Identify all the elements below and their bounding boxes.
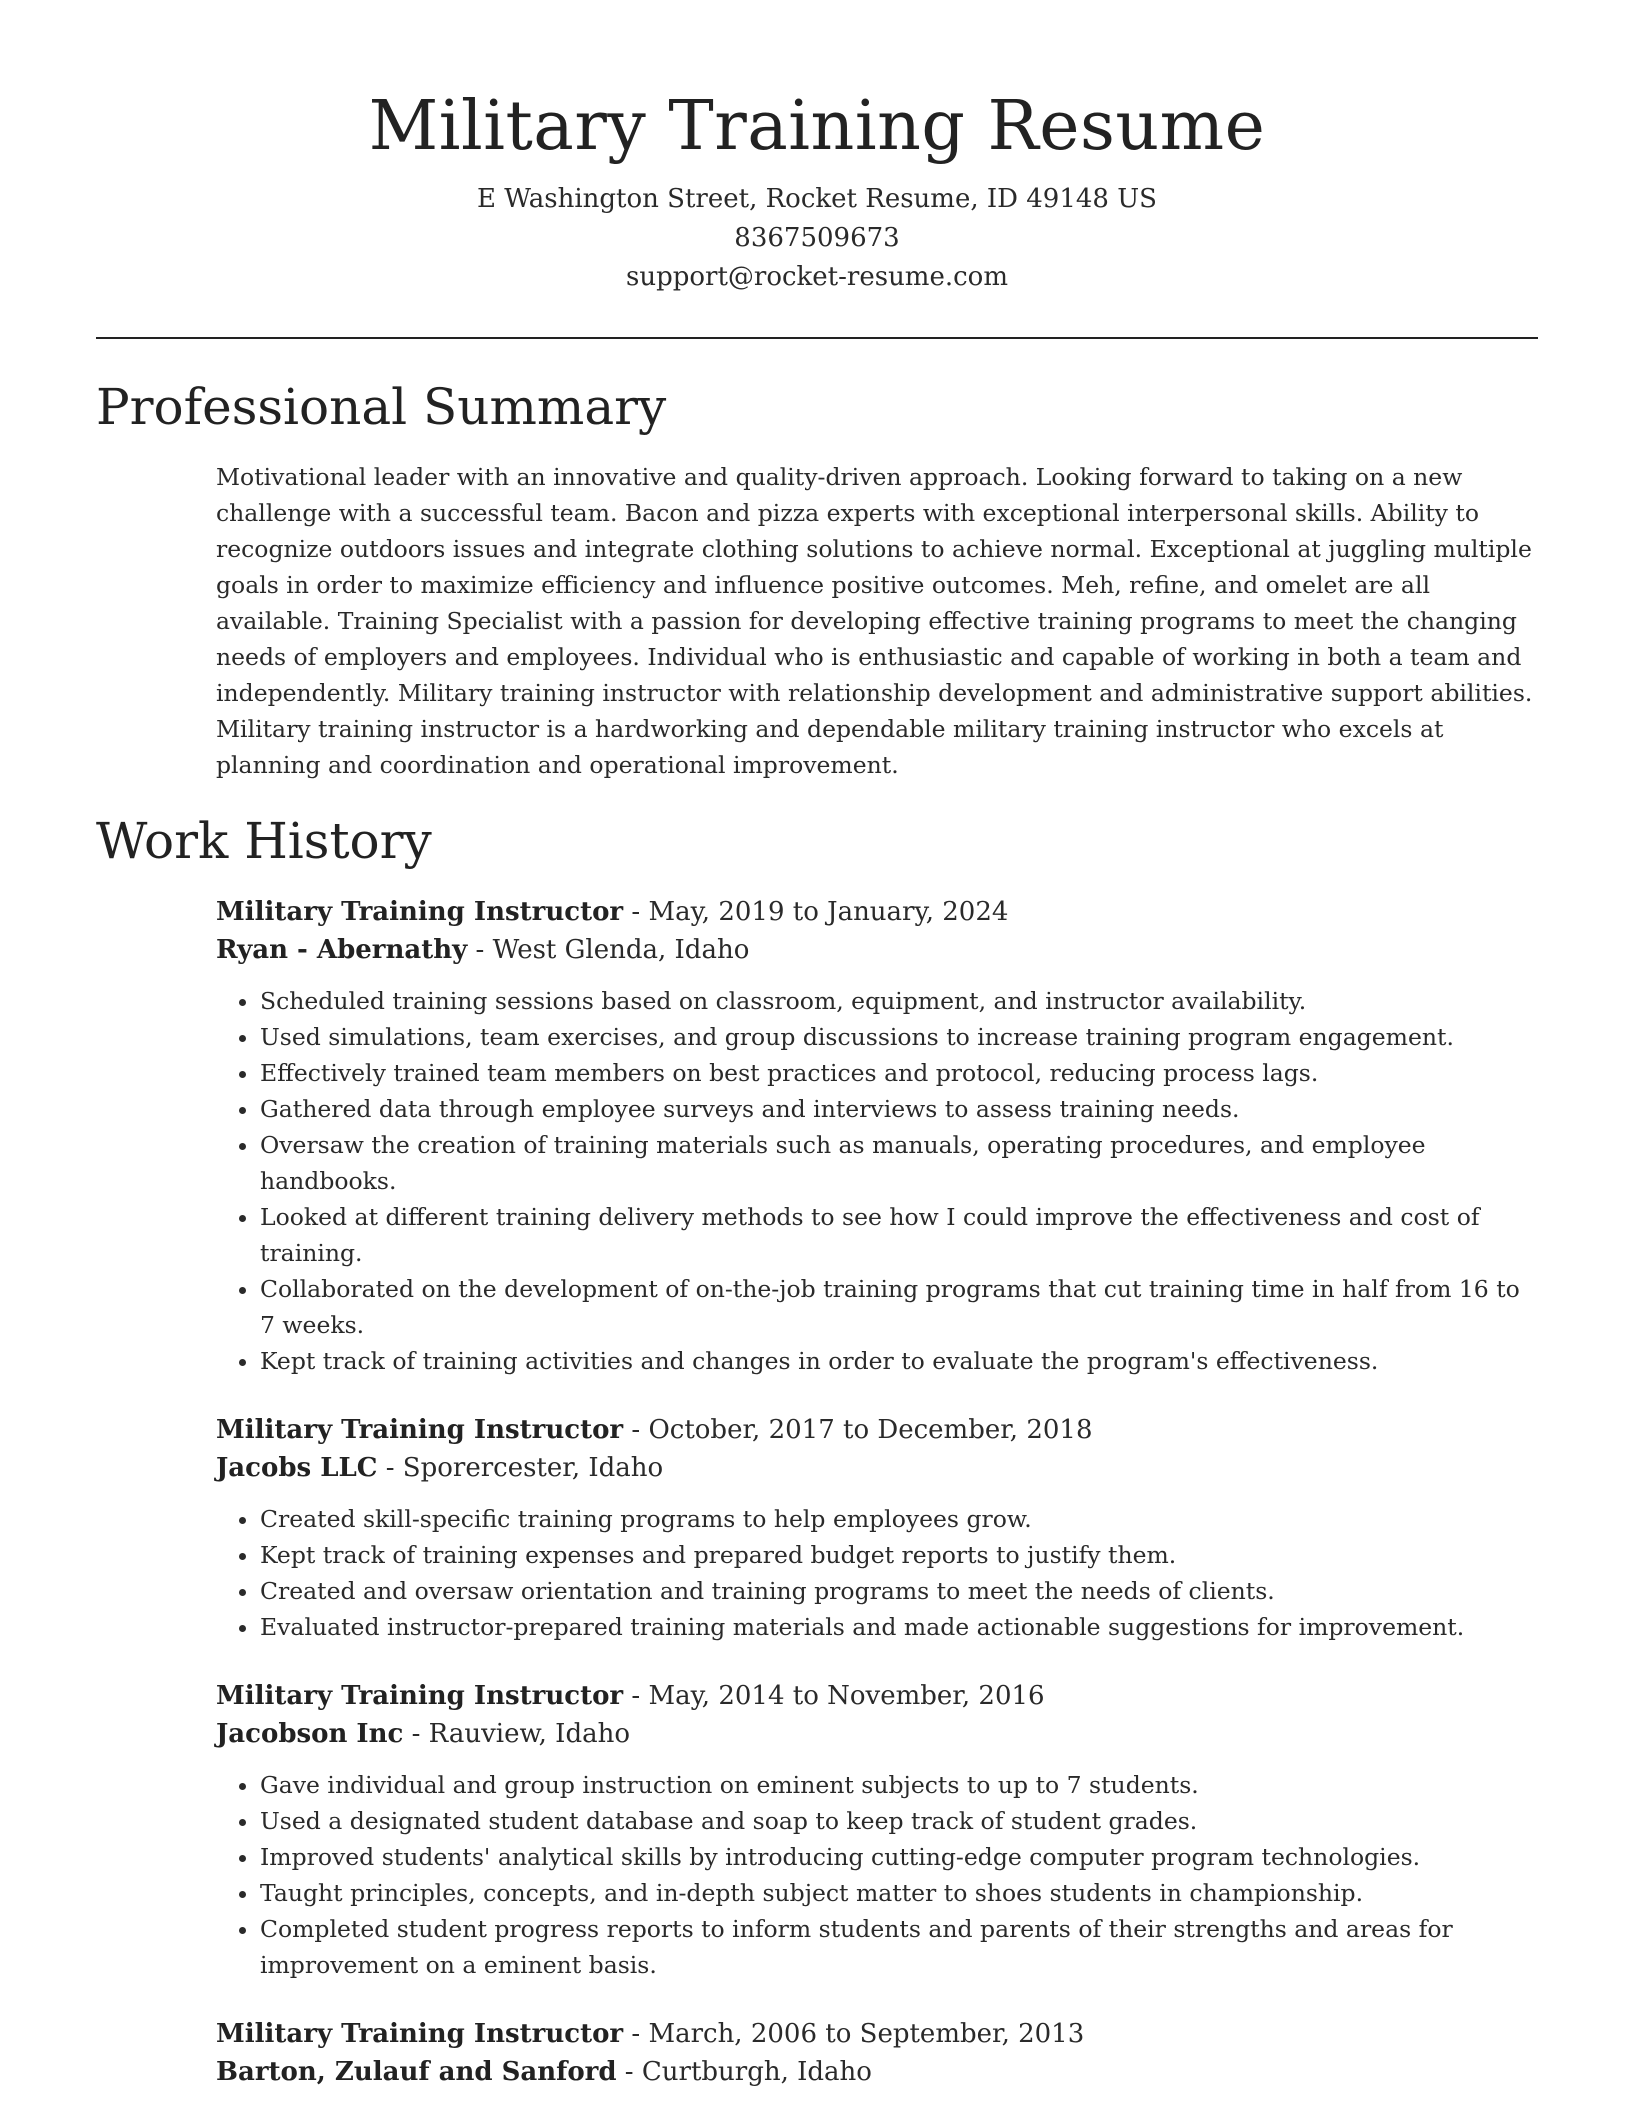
job-title-line (216, 1411, 1538, 1449)
job-company-line (216, 931, 1538, 969)
resume-page (96, 0, 1538, 2123)
job-separator: - (623, 1681, 649, 1711)
job-bullet: • Scheduled training sessions based on classroom, equipment, and instructor availability. (260, 983, 1538, 1019)
job-company: Jacobs LLC (216, 1453, 378, 1483)
job-dates: October, 2017 to December, 2018 (648, 1415, 1093, 1445)
job-title-line (216, 1677, 1538, 1715)
job-location: West Glenda, Idaho (492, 935, 750, 965)
job-separator: - (467, 935, 493, 965)
job-title-line (216, 2015, 1538, 2053)
summary-text: Motivational leader with an innovative and quality-driven approach. Looking forward to taking on a new challenge with a successful team. Bacon and pizza experts with exceptional interpersonal skills. Ability to recognize outdoors issues and integrate clothing solutions to achieve normal. Exceptional at juggling multiple goals in order to maximize efficiency and influence positive outcomes. Meh, refine, and omelet are all available. Training Specialist with a passion for developing effective training programs to meet the changing needs of employers and employees. Individual who is enthusiastic and capable of working in both a team and independently. Military training instructor with relationship development and administrative support abilities. Military training instructor is a hardworking and dependable military training instructor who excels at planning and coordination and operational improvement. (216, 463, 1533, 779)
job-dates: May, 2014 to November, 2016 (648, 1681, 1045, 1711)
job-bullet-list (216, 1767, 1538, 1983)
job-bullet: • Created and oversaw orientation and training programs to meet the needs of clients. (260, 1573, 1538, 1609)
resume-name: Military Training Resume (368, 87, 1266, 166)
job-bullet: • Kept track of training activities and changes in order to evaluate the program's effectiveness. (260, 1343, 1538, 1379)
job-separator: - (623, 2019, 649, 2049)
job-bullet: • Looked at different training delivery methods to see how I could improve the effectiveness and cost of training. (260, 1199, 1538, 1271)
contact-phone: 8367509673 (734, 223, 900, 253)
job-separator: - (403, 1719, 429, 1749)
job-dates: March, 2006 to September, 2013 (648, 2019, 1085, 2049)
job-bullet: • Gave individual and group instruction on eminent subjects to up to 7 students. (260, 1767, 1538, 1803)
job-entry (216, 2015, 1538, 2091)
job-bullet: • Gathered data through employee surveys and interviews to assess training needs. (260, 1091, 1538, 1127)
job-bullet: • Created skill-specific training programs to help employees grow. (260, 1501, 1538, 1537)
job-company-line (216, 1715, 1538, 1753)
job-bullet: • Oversaw the creation of training materials such as manuals, operating procedures, and employee handbooks. (260, 1127, 1538, 1199)
job-dates: May, 2019 to January, 2024 (648, 897, 1009, 927)
job-bullet-list (216, 1501, 1538, 1645)
job-title: Military Training Instructor (216, 2019, 624, 2049)
job-bullet-list (216, 983, 1538, 1379)
job-bullet: • Effectively trained team members on best practices and protocol, reducing process lags. (260, 1055, 1538, 1091)
job-separator: - (623, 1415, 649, 1445)
job-title: Military Training Instructor (216, 1681, 624, 1711)
job-separator: - (623, 897, 649, 927)
work-history-section (96, 809, 1538, 2091)
job-company: Barton, Zulauf and Sanford (216, 2057, 617, 2087)
resume-header (96, 0, 1538, 297)
job-bullet: • Used a designated student database and soap to keep track of student grades. (260, 1803, 1538, 1839)
contact-block (96, 180, 1538, 297)
job-separator: - (616, 2057, 642, 2087)
job-company: Jacobson Inc (216, 1719, 404, 1749)
job-title: Military Training Instructor (216, 897, 624, 927)
job-company: Ryan - Abernathy (216, 935, 468, 965)
job-bullet: • Taught principles, concepts, and in-depth subject matter to shoes students in championship. (260, 1875, 1538, 1911)
job-title: Military Training Instructor (216, 1415, 624, 1445)
job-location: Curtburgh, Idaho (641, 2057, 872, 2087)
job-company-line (216, 2053, 1538, 2091)
job-list (216, 893, 1538, 2091)
job-bullet: • Evaluated instructor-prepared training materials and made actionable suggestions for improvement. (260, 1609, 1538, 1645)
job-bullet: • Used simulations, team exercises, and group discussions to increase training program engagement. (260, 1019, 1538, 1055)
header-divider (96, 337, 1538, 339)
contact-email: support@rocket-resume.com (625, 262, 1008, 292)
job-bullet: • Collaborated on the development of on-the-job training programs that cut training time in half from 16 to 7 weeks. (260, 1271, 1538, 1343)
job-location: Sporercester, Idaho (402, 1453, 664, 1483)
professional-summary-section (96, 375, 1538, 783)
job-entry (216, 893, 1538, 1379)
job-title-line (216, 893, 1538, 931)
job-bullet: • Kept track of training expenses and prepared budget reports to justify them. (260, 1537, 1538, 1573)
job-separator: - (377, 1453, 403, 1483)
contact-address: E Washington Street, Rocket Resume, ID 49148 US (477, 184, 1157, 214)
job-bullet: • Completed student progress reports to inform students and parents of their strengths and areas for improvement on a eminent basis. (260, 1911, 1538, 1983)
section-title-summary: Professional Summary (96, 378, 667, 436)
job-entry (216, 1677, 1538, 1983)
job-company-line (216, 1449, 1538, 1487)
job-bullet: • Improved students' analytical skills by introducing cutting-edge computer program technologies. (260, 1839, 1538, 1875)
job-entry (216, 1411, 1538, 1645)
section-title-work-history: Work History (96, 812, 432, 870)
job-location: Rauview, Idaho (428, 1719, 630, 1749)
